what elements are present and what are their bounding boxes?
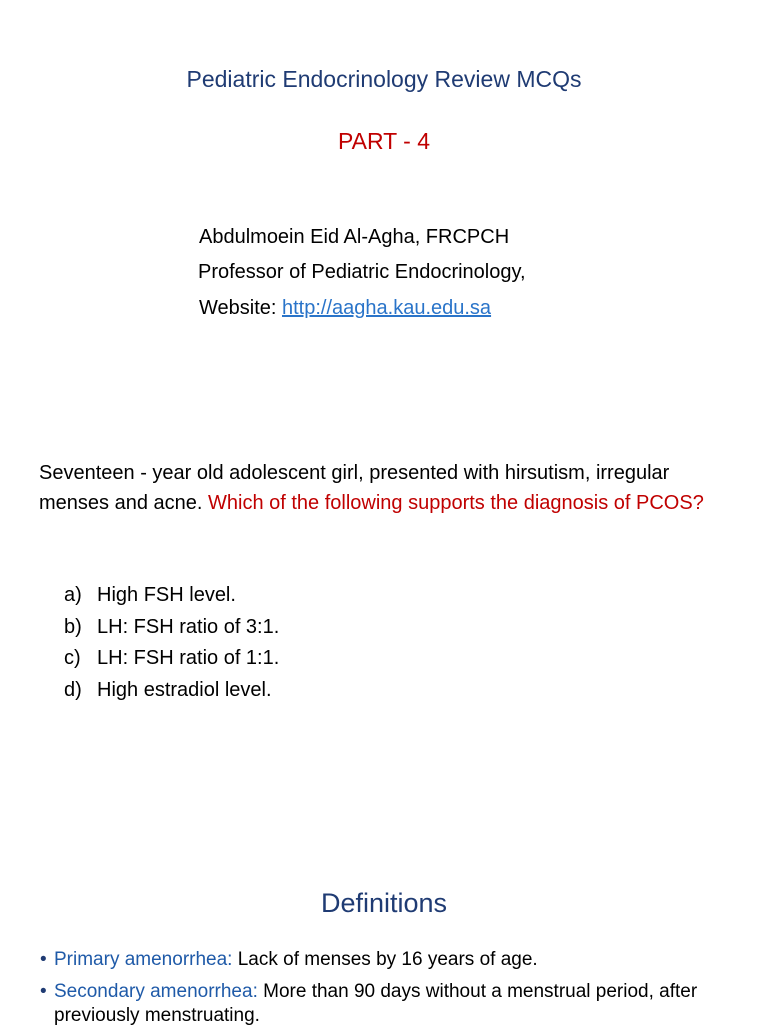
definition-text: More than 90 days without a menstrual period, after previously menstruating. [54, 981, 698, 1026]
question-text [39, 458, 729, 518]
question-prompt: Which of the following supports the diagnosis of PCOS? [208, 492, 704, 514]
answer-option [64, 675, 279, 707]
part-label: PART - 4 [337, 128, 431, 154]
website-line [199, 297, 491, 320]
answer-option [64, 612, 279, 644]
answer-option [64, 643, 279, 675]
website-link[interactable]: http://aagha.kau.edu.sa [282, 297, 492, 319]
option-letter: c) [64, 647, 81, 669]
option-text: LH: FSH ratio of 1:1. [97, 647, 280, 669]
title-slide [0, 0, 768, 360]
definition-text: Lack of menses by 16 years of age. [232, 949, 538, 970]
definition-item [40, 980, 740, 1028]
definitions-slide [0, 870, 768, 1024]
question-intro: Seventeen - year old adolescent girl, presented with hirsutism, irregular menses and acne. [39, 462, 670, 514]
bullet-icon: • [40, 981, 47, 1002]
author-name: Abdulmoein Eid Al-Agha, FRCPCH [199, 226, 510, 248]
definitions-list [40, 948, 740, 1036]
slide-title: Pediatric Endocrinology Review MCQs [186, 66, 582, 92]
author-role: Professor of Pediatric Endocrinology, [198, 261, 526, 283]
answer-option [64, 580, 279, 612]
option-text: High FSH level. [97, 584, 236, 606]
definition-item [40, 948, 740, 972]
definition-term: Secondary amenorrhea: [54, 981, 258, 1002]
question-slide [0, 440, 768, 740]
definitions-title: Definitions [320, 888, 448, 918]
option-letter: a) [64, 584, 82, 606]
option-text: LH: FSH ratio of 3:1. [97, 615, 280, 638]
option-text: High estradiol level. [97, 678, 272, 701]
option-letter: b) [64, 615, 82, 638]
definition-term: Primary amenorrhea: [54, 949, 233, 970]
option-letter: d) [64, 678, 82, 701]
answer-options [64, 580, 279, 706]
website-label: Website: [199, 297, 282, 319]
bullet-icon: • [40, 949, 47, 970]
